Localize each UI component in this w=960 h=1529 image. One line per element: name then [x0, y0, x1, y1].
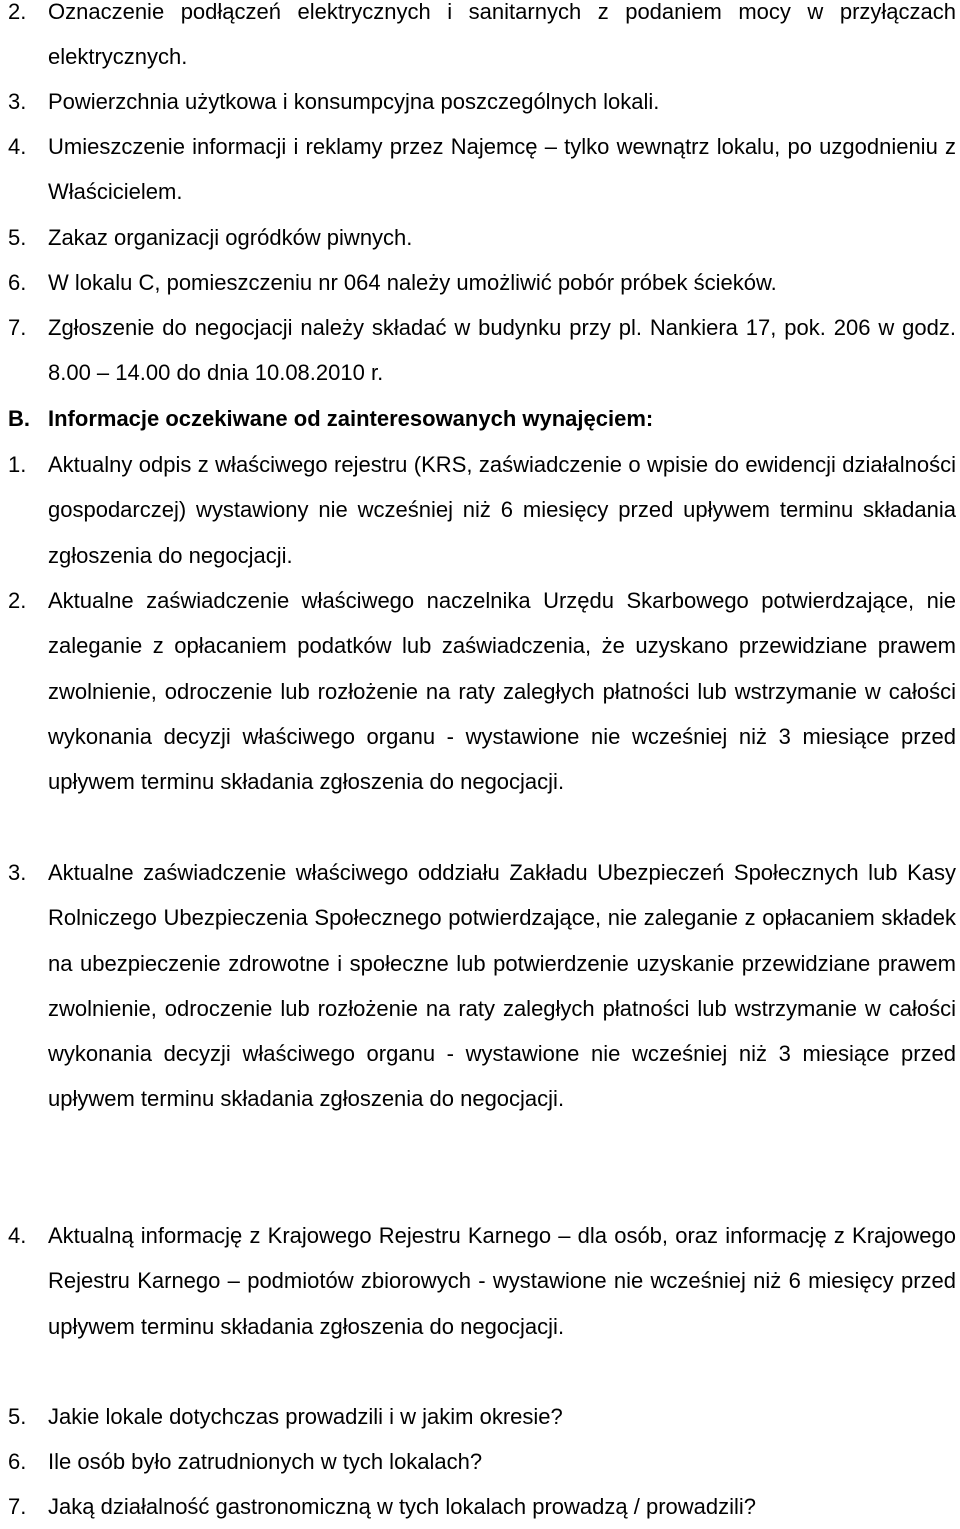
list-item-2: [8, 0, 956, 80]
requirement-5: [8, 1394, 956, 1439]
requirement-1: [8, 442, 956, 578]
requirement-number: 4.: [8, 1223, 27, 1248]
list-item-number: 5.: [8, 225, 27, 250]
section-title: Informacje oczekiwane od zainteresowanych wynajęciem:: [48, 406, 654, 431]
list-item-text: Umieszczenie informacji i reklamy przez Najemcę – tylko wewnątrz lokalu, po uzgodnieniu z Właścicielem.: [48, 134, 956, 205]
requirement-number: 2.: [8, 588, 27, 613]
list-item-text: Oznaczenie podłączeń elektrycznych i sanitarnych z podaniem mocy w przyłączach elektrycznych.: [48, 0, 956, 70]
list-item-text: Powierzchnia użytkowa i konsumpcyjna poszczególnych lokali.: [48, 89, 660, 114]
list-item-number: 2.: [8, 0, 27, 24]
list-item-text: Zgłoszenie do negocjacji należy składać w budynku przy pl. Nankiera 17, pok. 206 w godz. 8.00 – 14.00 do dnia 10.08.2010 r.: [48, 315, 956, 386]
requirement-4: [8, 1213, 956, 1349]
list-item-text: W lokalu C, pomieszczeniu nr 064 należy umożliwić pobór próbek ścieków.: [48, 270, 777, 295]
requirement-7: [8, 1484, 956, 1529]
requirement-text: Aktualny odpis z właściwego rejestru (KRS, zaświadczenie o wpisie do ewidencji działalności gospodarczej) wystawiony nie wcześniej niż 6 miesięcy przed upływem terminu składania zgłoszenia do negocjacji.: [48, 452, 956, 568]
list-item-number: 4.: [8, 134, 27, 159]
list-item-number: 6.: [8, 270, 27, 295]
requirement-text: Aktualną informację z Krajowego Rejestru Karnego – dla osób, oraz informację z Krajowego Rejestru Karnego – podmiotów zbiorowych - wystawione nie wcześniej niż 6 miesięcy przed upływem terminu składania zgłoszenia do negocjacji.: [48, 1223, 956, 1339]
list-item-6: [8, 260, 956, 305]
requirement-number: 6.: [8, 1449, 27, 1474]
list-item-text: Zakaz organizacji ogródków piwnych.: [48, 225, 413, 250]
requirement-2: [8, 578, 956, 804]
requirement-number: 5.: [8, 1404, 27, 1429]
list-item-number: 3.: [8, 89, 27, 114]
requirement-text: Aktualne zaświadczenie właściwego naczelnika Urzędu Skarbowego potwierdzające, nie zaleganie z opłacaniem podatków lub zaświadczenia, że uzyskano przewidziane prawem zwolnienie, odroczenie lub rozłożenie na raty zaległych płatności lub wstrzymanie w całości wykonania decyzji właściwego organu - wystawione nie wcześniej niż 3 miesiące przed upływem terminu składania zgłoszenia do negocjacji.: [48, 588, 956, 795]
list-item-3: [8, 79, 956, 124]
requirement-text: Jakie lokale dotychczas prowadzili i w jakim okresie?: [48, 1404, 563, 1429]
requirement-number: 7.: [8, 1494, 27, 1519]
requirement-number: 1.: [8, 452, 27, 477]
requirement-number: 3.: [8, 860, 27, 885]
list-item-5: [8, 215, 956, 260]
section-letter: B.: [8, 406, 30, 431]
list-item-4: [8, 124, 956, 215]
requirement-text: Aktualne zaświadczenie właściwego oddziału Zakładu Ubezpieczeń Społecznych lub Kasy Rolniczego Ubezpieczenia Społecznego potwierdzające, nie zaleganie z opłacaniem składek na ubezpieczenie zdrowotne i społeczne lub potwierdzenie uzyskanie przewidziane prawem zwolnienie, odroczenie lub rozłożenie na raty zaległych płatności lub wstrzymanie w całości wykonania decyzji właściwego organu - wystawione nie wcześniej niż 3 miesiące przed upływem terminu składania zgłoszenia do negocjacji.: [48, 860, 956, 1112]
requirement-3: [8, 850, 956, 1122]
requirement-text: Jaką działalność gastronomiczną w tych lokalach prowadzą / prowadzili?: [48, 1494, 757, 1519]
requirement-text: Ile osób było zatrudnionych w tych lokalach?: [48, 1449, 483, 1474]
list-item-number: 7.: [8, 315, 27, 340]
requirement-6: [8, 1439, 956, 1484]
section-b-heading: [8, 396, 956, 441]
list-item-7: [8, 305, 956, 396]
